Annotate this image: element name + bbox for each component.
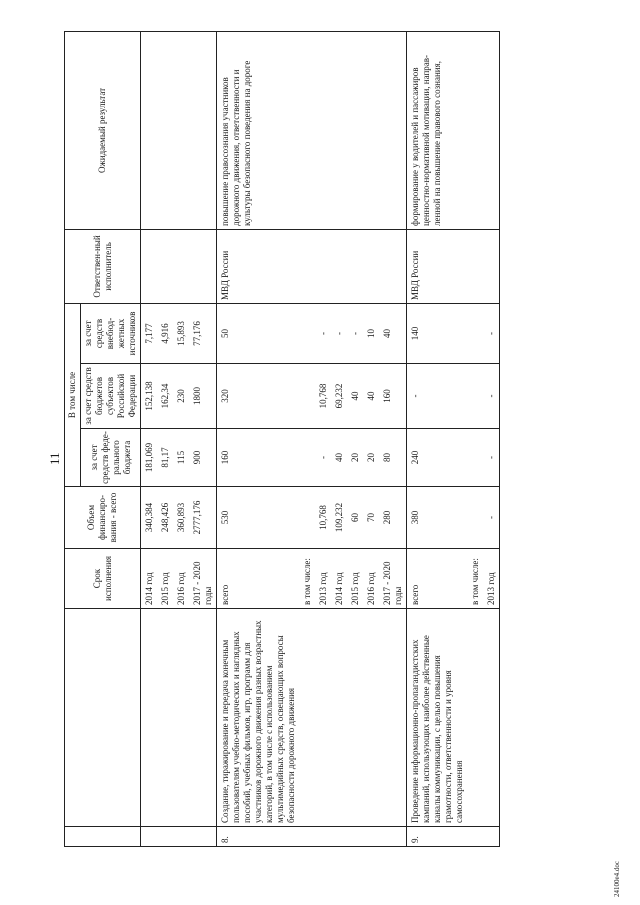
cell-reg: 320: [217, 364, 300, 429]
cell-ext: -: [331, 303, 347, 363]
table-row: [347, 31, 363, 846]
cell-ext: 4,916: [157, 303, 173, 363]
header-num: [65, 827, 141, 847]
cell-total: 380: [407, 487, 468, 549]
cell-name: [299, 609, 315, 827]
cell-reg: [467, 364, 483, 429]
cell-reg: -: [483, 364, 500, 429]
cell-ext: 7,177: [141, 303, 158, 363]
header-name: [65, 609, 141, 827]
cell-ext: [467, 303, 483, 363]
cell-ext: 40: [379, 303, 407, 363]
cell-resp: [467, 229, 483, 303]
cell-reg: 160: [379, 364, 407, 429]
cell-ext: -: [315, 303, 331, 363]
cell-num: [315, 827, 331, 847]
cell-num: [331, 827, 347, 847]
cell-total: 248,426: [157, 487, 173, 549]
cell-ext: 140: [407, 303, 468, 363]
cell-year: в том числе:: [299, 549, 315, 609]
table-row: [407, 31, 468, 846]
cell-year: 2013 год: [315, 549, 331, 609]
cell-name: [157, 609, 173, 827]
cell-reg: 230: [173, 364, 189, 429]
cell-ext: -: [347, 303, 363, 363]
cell-year: в том числе:: [467, 549, 483, 609]
cell-num: [467, 827, 483, 847]
cell-reg: 162,34: [157, 364, 173, 429]
cell-fed: -: [483, 429, 500, 487]
cell-reg: 10,768: [315, 364, 331, 429]
table-row: [315, 31, 331, 846]
cell-name: Проведение информационно-пропагандистских кампаний, использующих наиболее действенные каналы коммуникации, с целью повышения грамотности, ответственности и уровня самосохранения: [407, 609, 468, 827]
cell-fed: 20: [363, 429, 379, 487]
cell-result: [467, 31, 483, 229]
header-result: Ожидаемый результат: [65, 31, 141, 229]
cell-resp: [189, 229, 217, 303]
cell-num: [189, 827, 217, 847]
cell-num: [379, 827, 407, 847]
cell-result: [141, 31, 158, 229]
cell-ext: 77,176: [189, 303, 217, 363]
cell-year: 2017 - 2020 годы: [379, 549, 407, 609]
cell-reg: 40: [347, 364, 363, 429]
cell-result: [157, 31, 173, 229]
cell-year: 2016 год: [173, 549, 189, 609]
cell-year: всего: [217, 549, 300, 609]
cell-fed: -: [315, 429, 331, 487]
page-number: 11: [47, 452, 62, 465]
cell-year: 2014 год: [141, 549, 158, 609]
cell-total: 10,768: [315, 487, 331, 549]
cell-fed: 240: [407, 429, 468, 487]
cell-name: [173, 609, 189, 827]
cell-reg: -: [407, 364, 468, 429]
cell-resp: [379, 229, 407, 303]
cell-year: 2015 год: [347, 549, 363, 609]
cell-fed: 40: [331, 429, 347, 487]
cell-num: [363, 827, 379, 847]
cell-name: [315, 609, 331, 827]
cell-fed: 80: [379, 429, 407, 487]
cell-fed: 900: [189, 429, 217, 487]
cell-resp: [173, 229, 189, 303]
program-table: [64, 31, 500, 847]
cell-fed: 81,17: [157, 429, 173, 487]
cell-reg: 69,232: [331, 364, 347, 429]
cell-total: -: [483, 487, 500, 549]
cell-reg: 152,138: [141, 364, 158, 429]
cell-year: 2017 - 2020 годы: [189, 549, 217, 609]
cell-fed: 160: [217, 429, 300, 487]
cell-num: [157, 827, 173, 847]
cell-resp: [347, 229, 363, 303]
cell-resp: [299, 229, 315, 303]
cell-reg: 1800: [189, 364, 217, 429]
cell-total: 280: [379, 487, 407, 549]
cell-num: [347, 827, 363, 847]
table-row: [299, 31, 315, 846]
cell-total: 109,232: [331, 487, 347, 549]
cell-ext: 15,893: [173, 303, 189, 363]
cell-num: [173, 827, 189, 847]
cell-result: [347, 31, 363, 229]
cell-total: 340,384: [141, 487, 158, 549]
cell-ext: 10: [363, 303, 379, 363]
cell-name: [467, 609, 483, 827]
cell-resp: [331, 229, 347, 303]
cell-total: 2777,176: [189, 487, 217, 549]
table-row: [173, 31, 189, 846]
cell-resp: [141, 229, 158, 303]
table-row: [483, 31, 500, 846]
cell-fed: [299, 429, 315, 487]
cell-result: [315, 31, 331, 229]
cell-resp: [363, 229, 379, 303]
cell-resp: МВД России: [407, 229, 468, 303]
cell-total: 360,893: [173, 487, 189, 549]
header-total: Объем финансиро-вания - всего: [65, 487, 141, 549]
cell-year: 2016 год: [363, 549, 379, 609]
cell-name: [363, 609, 379, 827]
cell-resp: [483, 229, 500, 303]
header-regional: за счет средств бюджетов субъектов Российской Федерации: [81, 364, 141, 429]
cell-name: [379, 609, 407, 827]
cell-fed: 181,069: [141, 429, 158, 487]
header-extrabudget: за счет средств внебюд-жетных источников: [81, 303, 141, 363]
cell-ext: 50: [217, 303, 300, 363]
cell-total: 530: [217, 487, 300, 549]
cell-num: 9.: [407, 827, 468, 847]
cell-result: повышение правосознания участников дорожного движения, ответственности и культуры безопасного поведения на дороге: [217, 31, 300, 229]
cell-name: [141, 609, 158, 827]
cell-year: 2015 год: [157, 549, 173, 609]
cell-reg: [299, 364, 315, 429]
cell-year: всего: [407, 549, 468, 609]
table-row: [379, 31, 407, 846]
cell-name: [483, 609, 500, 827]
cell-name: [189, 609, 217, 827]
cell-fed: [467, 429, 483, 487]
cell-reg: 40: [363, 364, 379, 429]
doc-code: 24100e4.doc: [613, 861, 621, 897]
header-federal: за счет средств феде-рального бюджета: [81, 429, 141, 487]
cell-total: [467, 487, 483, 549]
cell-result: [299, 31, 315, 229]
cell-resp: МВД России: [217, 229, 300, 303]
cell-result: [173, 31, 189, 229]
cell-num: [483, 827, 500, 847]
cell-num: 8.: [217, 827, 300, 847]
table-row: [189, 31, 217, 846]
cell-fed: 20: [347, 429, 363, 487]
table-row: [157, 31, 173, 846]
cell-result: [189, 31, 217, 229]
cell-total: 70: [363, 487, 379, 549]
cell-total: 60: [347, 487, 363, 549]
cell-name: [331, 609, 347, 827]
cell-num: [141, 827, 158, 847]
table-row: [331, 31, 347, 846]
cell-result: [379, 31, 407, 229]
cell-result: [331, 31, 347, 229]
header-including: В том числе: [65, 303, 81, 486]
table-row: [141, 31, 158, 846]
cell-name: [347, 609, 363, 827]
cell-total: [299, 487, 315, 549]
cell-ext: -: [483, 303, 500, 363]
cell-fed: 115: [173, 429, 189, 487]
cell-result: формирование у водителей и пассажиров ценностно-нормативной мотивации, направ-ленной на повышение правового сознания,: [407, 31, 468, 229]
table-row: [363, 31, 379, 846]
cell-resp: [315, 229, 331, 303]
cell-ext: [299, 303, 315, 363]
header-year: Срок исполнения: [65, 549, 141, 609]
header-responsible: Ответствен-ный исполнитель: [65, 229, 141, 303]
cell-name: Создание, тиражирование и передача конечным пользователям учебно-методических и наглядных пособий, учебных фильмов, игр, программ для участников дорожного движения разных возрастных категорий, в том числе с использованием мультимедийных средств, освещающих вопросы безопасности дорожного движения: [217, 609, 300, 827]
cell-resp: [157, 229, 173, 303]
table-row: [467, 31, 483, 846]
cell-num: [299, 827, 315, 847]
cell-year: 2014 год: [331, 549, 347, 609]
cell-result: [483, 31, 500, 229]
cell-result: [363, 31, 379, 229]
cell-year: 2013 год: [483, 549, 500, 609]
table-row: [217, 31, 300, 846]
